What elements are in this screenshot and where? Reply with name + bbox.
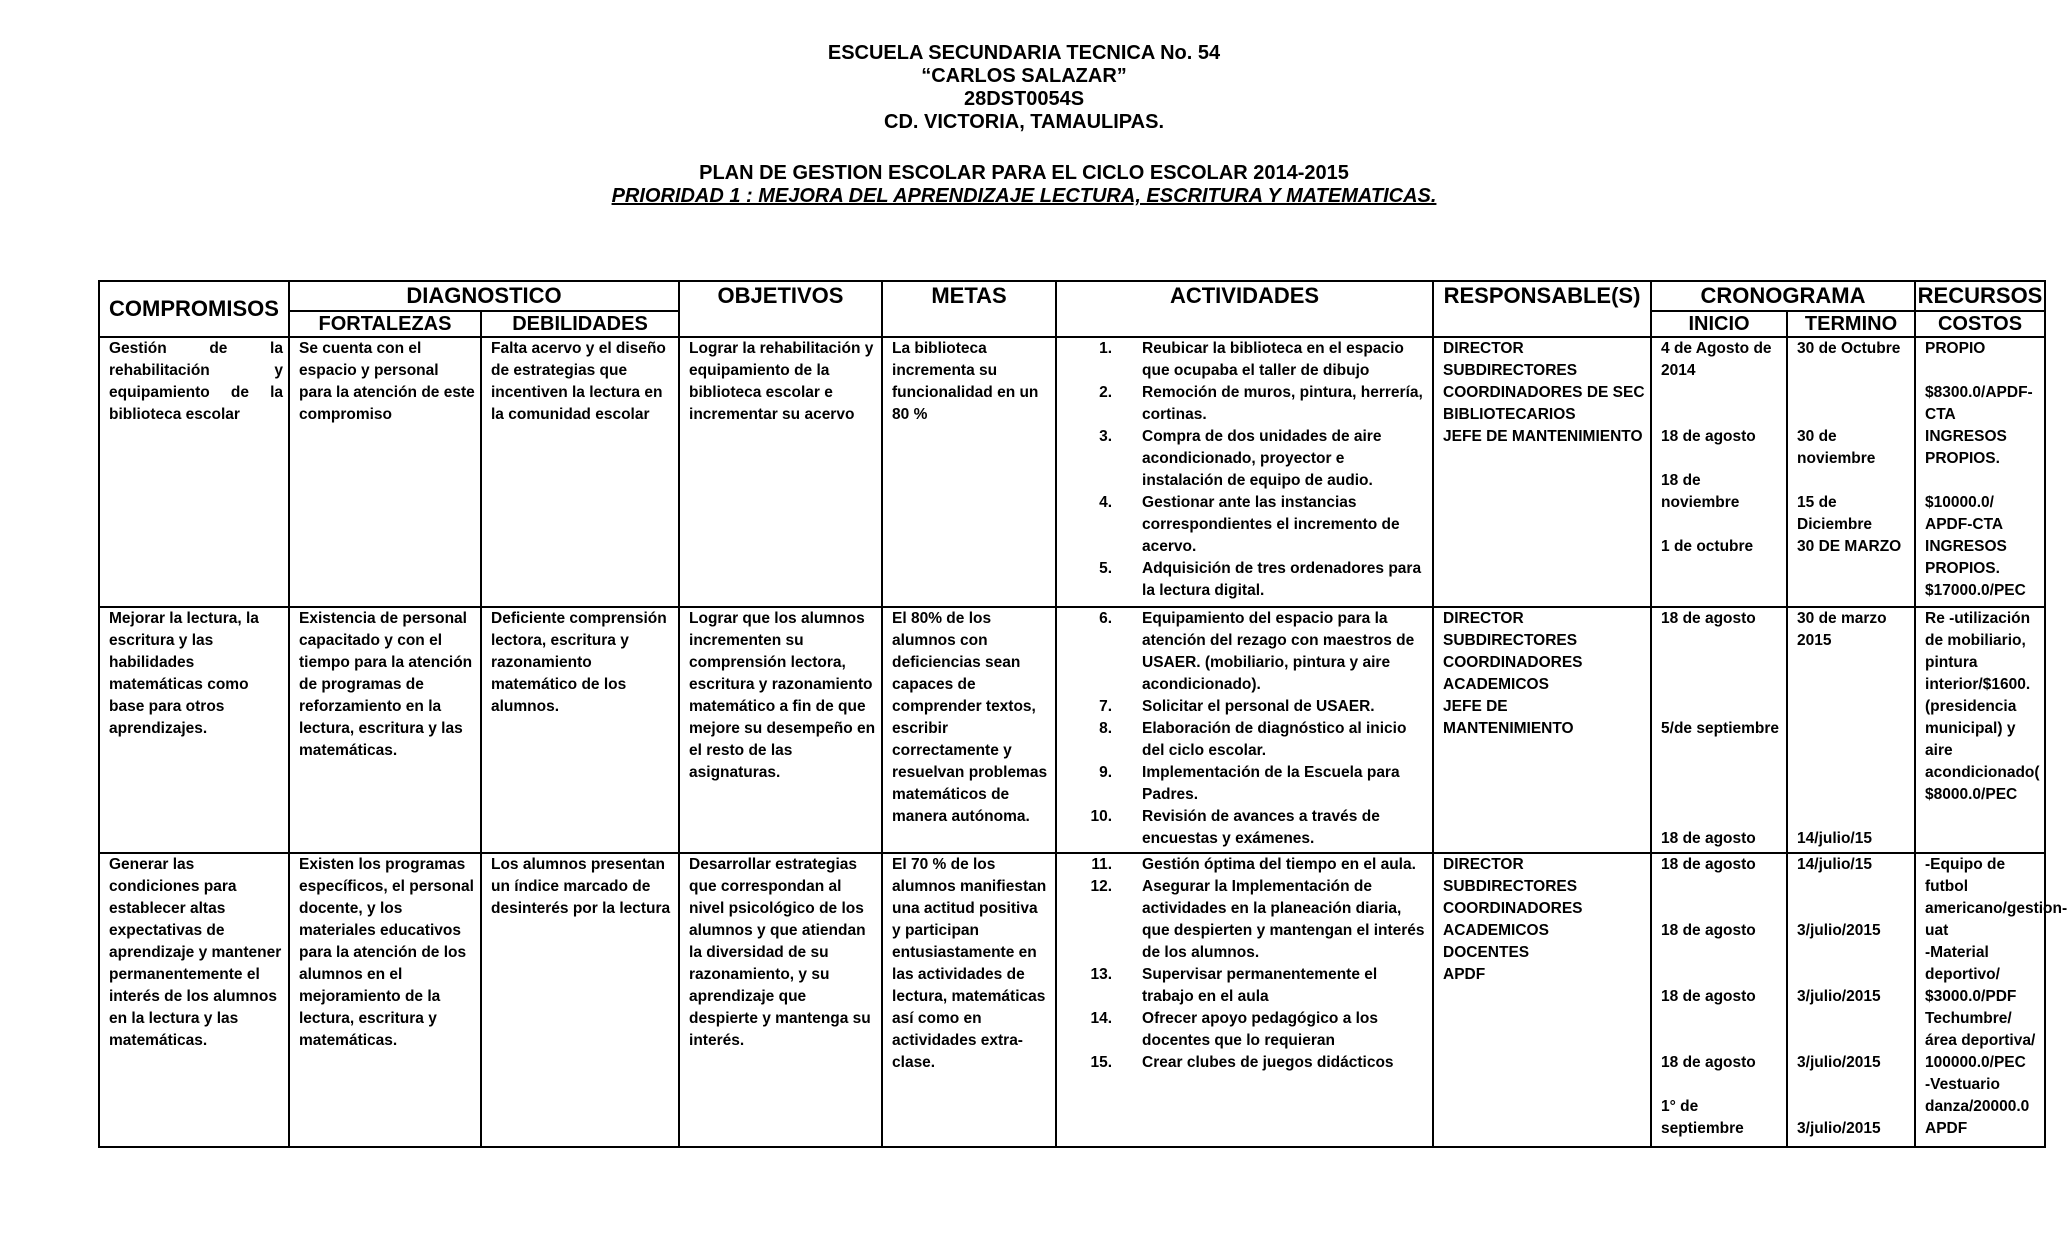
col-fortalezas: FORTALEZAS (289, 311, 481, 337)
termino-cell-line (1797, 382, 1909, 404)
actividades-list (1066, 608, 1427, 850)
inicio-cell-line: 18 de agosto (1661, 1054, 1756, 1071)
inicio-cell-line: 18 de agosto (1661, 428, 1756, 445)
costos-cell-line: -Equipo de futbol americano/gestion-uat (1925, 856, 2067, 939)
termino-cell-line (1797, 964, 1909, 986)
responsables-cell-line: BIBLIOTECARIOS (1443, 406, 1576, 423)
inicio-cell-line (1661, 652, 1781, 674)
actividades-cell (1056, 607, 1433, 853)
actividad-item (1066, 608, 1427, 696)
actividad-text: Gestionar ante las instancias correspondientes el incremento de acervo. (1142, 494, 1400, 555)
inicio-cell-line (1661, 674, 1781, 696)
actividad-text: Revisión de avances a través de encuestas y exámenes. (1142, 808, 1380, 847)
inicio-cell-line (1661, 448, 1781, 470)
col-cronograma: CRONOGRAMA (1651, 281, 1915, 311)
inicio-cell (1651, 853, 1787, 1147)
termino-cell-line (1797, 784, 1909, 806)
inicio-cell-line (1661, 806, 1781, 828)
costos-cell (1915, 853, 2067, 1147)
termino-cell-line (1797, 806, 1909, 828)
responsables-cell-line: COORDINADORES DE SEC (1443, 384, 1645, 401)
plan-title: PLAN DE GESTION ESCOLAR PARA EL CICLO ESCOLAR 2014-2015 (699, 162, 1349, 184)
actividad-number: 14. (1090, 1010, 1113, 1027)
col-inicio: INICIO (1651, 311, 1787, 337)
meta-cell: El 70 % de los alumnos manifiestan una actitud positiva y participan entusiastamente en las actividades de lectura, matemáticas así como en actividades extra-clase. (882, 853, 1056, 1147)
actividad-item (1066, 696, 1427, 718)
termino-cell-line (1797, 1008, 1909, 1030)
col-objetivos: OBJETIVOS (679, 281, 882, 337)
costos-cell-line: -Vestuario danza/20000.0 APDF (1925, 1076, 2030, 1137)
document-header (0, 42, 2048, 208)
actividad-number: 10. (1090, 808, 1113, 825)
termino-cell-line: 15 de Diciembre (1797, 494, 1872, 533)
actividades-cell (1056, 337, 1433, 607)
actividad-number: 2. (1099, 384, 1113, 401)
col-metas: METAS (882, 281, 1056, 337)
col-responsables: RESPONSABLE(S) (1433, 281, 1651, 337)
actividad-text: Compra de dos unidades de aire acondicionado, proyector e instalación de equipo de audio. (1142, 428, 1382, 489)
fortaleza-cell: Existencia de personal capacitado y con el tiempo para la atención de programas de reforzamiento en la lectura, escritura y las matemáticas. (289, 607, 481, 853)
termino-cell-line (1797, 762, 1909, 784)
inicio-cell-line (1661, 404, 1781, 426)
plan-table (98, 280, 2067, 1148)
termino-cell-line (1797, 404, 1909, 426)
termino-cell-line: 14/julio/15 (1797, 856, 1872, 873)
col-actividades: ACTIVIDADES (1056, 281, 1433, 337)
termino-cell-line (1797, 652, 1909, 674)
actividad-item (1066, 718, 1427, 762)
inicio-cell-line (1661, 762, 1781, 784)
col-diagnostico: DIAGNOSTICO (289, 281, 679, 311)
costos-cell (1915, 607, 2045, 853)
meta-cell: El 80% de los alumnos con deficiencias sean capaces de comprender textos, escribir correctamente y resuelvan problemas matemáticos de manera autónoma. (882, 607, 1056, 853)
objetivo-cell: Lograr la rehabilitación y equipamiento de la biblioteca escolar e incrementar su acervo (679, 337, 882, 607)
compromiso-cell: Gestión de la rehabilitación y equipamiento de la biblioteca escolar (99, 337, 289, 607)
table-row (99, 853, 2045, 1147)
responsables-cell (1433, 607, 1651, 853)
inicio-cell-line (1661, 1008, 1781, 1030)
actividad-number: 4. (1099, 494, 1113, 511)
actividad-item (1066, 382, 1427, 426)
termino-cell-line (1797, 1074, 1909, 1096)
actividad-text: Implementación de la Escuela para Padres. (1142, 764, 1400, 803)
actividades-list (1066, 338, 1427, 602)
col-compromisos: COMPROMISOS (99, 281, 289, 337)
meta-cell: La biblioteca incrementa su funcionalidad en un 80 % (882, 337, 1056, 607)
costos-cell-line: $10000.0/ APDF-CTA INGRESOS PROPIOS. (1925, 494, 2007, 577)
actividad-item (1066, 854, 1427, 876)
school-name: ESCUELA SECUNDARIA TECNICA No. 54 (827, 42, 1221, 64)
inicio-cell-line: 1 de octubre (1661, 538, 1754, 555)
costos-cell-line: Re -utilización de mobiliario, pintura interior/$1600. (presidencia municipal) y aire acondicionado( $8000.0/PEC (1925, 610, 2040, 803)
inicio-cell-line: 4 de Agosto de 2014 (1661, 340, 1772, 379)
fortaleza-cell: Se cuenta con el espacio y personal para la atención de este compromiso (289, 337, 481, 607)
responsables-cell-line: JEFE DE (1443, 698, 1508, 715)
termino-cell-line (1797, 696, 1909, 718)
responsables-cell-line: ACADEMICOS (1443, 676, 1549, 693)
actividad-item (1066, 1008, 1427, 1052)
actividad-text: Reubicar la biblioteca en el espacio que ocupaba el taller de dibujo (1142, 340, 1404, 379)
termino-cell-line (1797, 718, 1909, 740)
actividad-item (1066, 492, 1427, 558)
actividad-number: 6. (1099, 610, 1113, 627)
actividad-number: 9. (1099, 764, 1113, 781)
termino-cell-line (1797, 674, 1909, 696)
inicio-cell-line (1661, 630, 1781, 652)
termino-cell-line (1797, 470, 1909, 492)
debilidad-cell: Los alumnos presentan un índice marcado de desinterés por la lectura (481, 853, 679, 1147)
debilidad-cell: Deficiente comprensión lectora, escritura y razonamiento matemático de los alumnos. (481, 607, 679, 853)
actividad-item (1066, 806, 1427, 850)
actividad-number: 5. (1099, 560, 1113, 577)
objetivo-cell: Lograr que los alumnos incrementen su comprensión lectora, escritura y razonamiento matemático a fin de que mejore su desempeño en el resto de las asignaturas. (679, 607, 882, 853)
responsables-cell-line: SUBDIRECTORES (1443, 362, 1578, 379)
actividad-number: 1. (1099, 340, 1113, 357)
responsables-cell-line: MANTENIMIENTO (1443, 720, 1574, 737)
actividad-item (1066, 338, 1427, 382)
termino-cell-line: 3/julio/2015 (1797, 1120, 1881, 1137)
termino-cell-line (1797, 898, 1909, 920)
inicio-cell (1651, 607, 1787, 853)
termino-cell-line (1797, 1096, 1909, 1118)
termino-cell-line (1797, 942, 1909, 964)
actividad-text: Asegurar la Implementación de actividades en la planeación diaria, que despierten y mantengan el interés de los alumnos. (1142, 878, 1425, 961)
responsables-cell-line: DIRECTOR (1443, 340, 1524, 357)
termino-cell-line (1797, 740, 1909, 762)
inicio-cell-line (1661, 1030, 1781, 1052)
termino-cell-line (1797, 1030, 1909, 1052)
inicio-cell-line (1661, 740, 1781, 762)
inicio-cell-line (1661, 964, 1781, 986)
inicio-cell-line (1661, 898, 1781, 920)
responsables-cell (1433, 853, 1651, 1147)
costos-cell-line: -Material deportivo/ $3000.0/PDF Techumbre/área deportiva/ 100000.0/PEC (1925, 944, 2036, 1071)
school-city: CD. VICTORIA, TAMAULIPAS. (884, 111, 1164, 133)
actividad-text: Supervisar permanentemente el trabajo en el aula (1142, 966, 1378, 1005)
table-row (99, 607, 2045, 853)
costos-cell-line: $8300.0/APDF-CTA INGRESOS PROPIOS. (1925, 384, 2033, 467)
compromiso-cell: Generar las condiciones para establecer altas expectativas de aprendizaje y mantener permanentemente el interés de los alumnos en la lectura y las matemáticas. (99, 853, 289, 1147)
col-recursos: RECURSOS (1915, 281, 2045, 311)
actividad-text: Crear clubes de juegos didácticos (1142, 1054, 1394, 1071)
inicio-cell-line: 18 de agosto (1661, 610, 1756, 627)
termino-cell-line: 30 de marzo 2015 (1797, 610, 1887, 649)
costos-cell-line: PROPIO (1925, 340, 1986, 357)
actividad-number: 7. (1099, 698, 1113, 715)
priority-title: PRIORIDAD 1 : MEJORA DEL APRENDIZAJE LECTURA, ESCRITURA Y MATEMATICAS. (611, 185, 1437, 207)
termino-cell-line: 3/julio/2015 (1797, 988, 1881, 1005)
costos-cell-line (1925, 470, 2039, 492)
actividad-text: Elaboración de diagnóstico al inicio del ciclo escolar. (1142, 720, 1407, 759)
inicio-cell-line: 5/de septiembre (1661, 720, 1780, 737)
actividad-text: Equipamiento del espacio para la atención del rezago con maestros de USAER. (mobiliario, pintura y aire acondicionado). (1142, 610, 1415, 693)
actividad-text: Remoción de muros, pintura, herrería, cortinas. (1142, 384, 1423, 423)
responsables-cell-line: APDF (1443, 966, 1486, 983)
inicio-cell-line (1661, 514, 1781, 536)
inicio-cell-line (1661, 696, 1781, 718)
termino-cell-line: 14/julio/15 (1797, 830, 1872, 847)
school-code: 28DST0054S (963, 88, 1085, 110)
actividad-text: Solicitar el personal de USAER. (1142, 698, 1375, 715)
inicio-cell-line: 1° de septiembre (1661, 1098, 1744, 1137)
actividad-item (1066, 964, 1427, 1008)
inicio-cell-line: 18 de agosto (1661, 856, 1756, 873)
actividad-item (1066, 426, 1427, 492)
inicio-cell (1651, 337, 1787, 607)
actividad-number: 15. (1090, 1054, 1113, 1071)
inicio-cell-line: 18 de agosto (1661, 830, 1756, 847)
inicio-cell-line: 18 de agosto (1661, 988, 1756, 1005)
responsables-cell-line: COORDINADORES (1443, 654, 1583, 671)
col-termino: TERMINO (1787, 311, 1915, 337)
inicio-cell-line: 18 de noviembre (1661, 472, 1740, 511)
inicio-cell-line (1661, 1074, 1781, 1096)
termino-cell (1787, 607, 1915, 853)
actividades-list (1066, 854, 1427, 1074)
termino-cell-line: 3/julio/2015 (1797, 1054, 1881, 1071)
termino-cell-line (1797, 876, 1909, 898)
actividad-text: Ofrecer apoyo pedagógico a los docentes que lo requieran (1142, 1010, 1379, 1049)
responsables-cell-line: SUBDIRECTORES (1443, 632, 1578, 649)
costos-cell-line: $17000.0/PEC (1925, 582, 2026, 599)
inicio-cell-line (1661, 382, 1781, 404)
costos-cell (1915, 337, 2045, 607)
table-row (99, 337, 2045, 607)
responsables-cell (1433, 337, 1651, 607)
inicio-cell-line (1661, 876, 1781, 898)
responsables-cell-line: DIRECTOR (1443, 856, 1524, 873)
col-costos: COSTOS (1915, 311, 2045, 337)
termino-cell-line: 30 de Octubre (1797, 340, 1901, 357)
actividad-text: Gestión óptima del tiempo en el aula. (1142, 856, 1416, 873)
costos-cell-line (1925, 360, 2039, 382)
inicio-cell-line: 18 de agosto (1661, 922, 1756, 939)
debilidad-cell: Falta acervo y el diseño de estrategias que incentiven la lectura en la comunidad escolar (481, 337, 679, 607)
actividad-number: 12. (1090, 878, 1113, 895)
termino-cell (1787, 337, 1915, 607)
fortaleza-cell: Existen los programas específicos, el personal docente, y los materiales educativos para la atención de los alumnos en el mejoramiento de la lectura, escritura y matemáticas. (289, 853, 481, 1147)
responsables-cell-line: JEFE DE MANTENIMIENTO (1443, 428, 1643, 445)
actividad-item (1066, 558, 1427, 602)
actividad-item (1066, 1052, 1427, 1074)
actividad-text: Adquisición de tres ordenadores para la lectura digital. (1142, 560, 1422, 599)
termino-cell (1787, 853, 1915, 1147)
actividad-number: 3. (1099, 428, 1113, 445)
responsables-cell-line: SUBDIRECTORES (1443, 878, 1578, 895)
actividad-item (1066, 876, 1427, 964)
actividad-number: 8. (1099, 720, 1113, 737)
actividades-cell (1056, 853, 1433, 1147)
inicio-cell-line (1661, 784, 1781, 806)
inicio-cell-line (1661, 942, 1781, 964)
actividad-item (1066, 762, 1427, 806)
compromiso-cell: Mejorar la lectura, la escritura y las habilidades matemáticas como base para otros aprendizajes. (99, 607, 289, 853)
termino-cell-line: 30 DE MARZO (1797, 538, 1902, 555)
actividad-number: 11. (1091, 856, 1113, 873)
actividad-number: 13. (1090, 966, 1113, 983)
col-debilidades: DEBILIDADES (481, 311, 679, 337)
objetivo-cell: Desarrollar estrategias que correspondan al nivel psicológico de los alumnos y que atiendan la diversidad de su razonamiento, y su aprendizaje que despierte y mantenga su interés. (679, 853, 882, 1147)
school-title: “CARLOS SALAZAR” (921, 65, 1127, 87)
responsables-cell-line: ACADEMICOS (1443, 922, 1549, 939)
responsables-cell-line: COORDINADORES (1443, 900, 1583, 917)
termino-cell-line: 3/julio/2015 (1797, 922, 1881, 939)
responsables-cell-line: DOCENTES (1443, 944, 1530, 961)
termino-cell-line: 30 de noviembre (1797, 428, 1876, 467)
termino-cell-line (1797, 360, 1909, 382)
responsables-cell-line: DIRECTOR (1443, 610, 1524, 627)
